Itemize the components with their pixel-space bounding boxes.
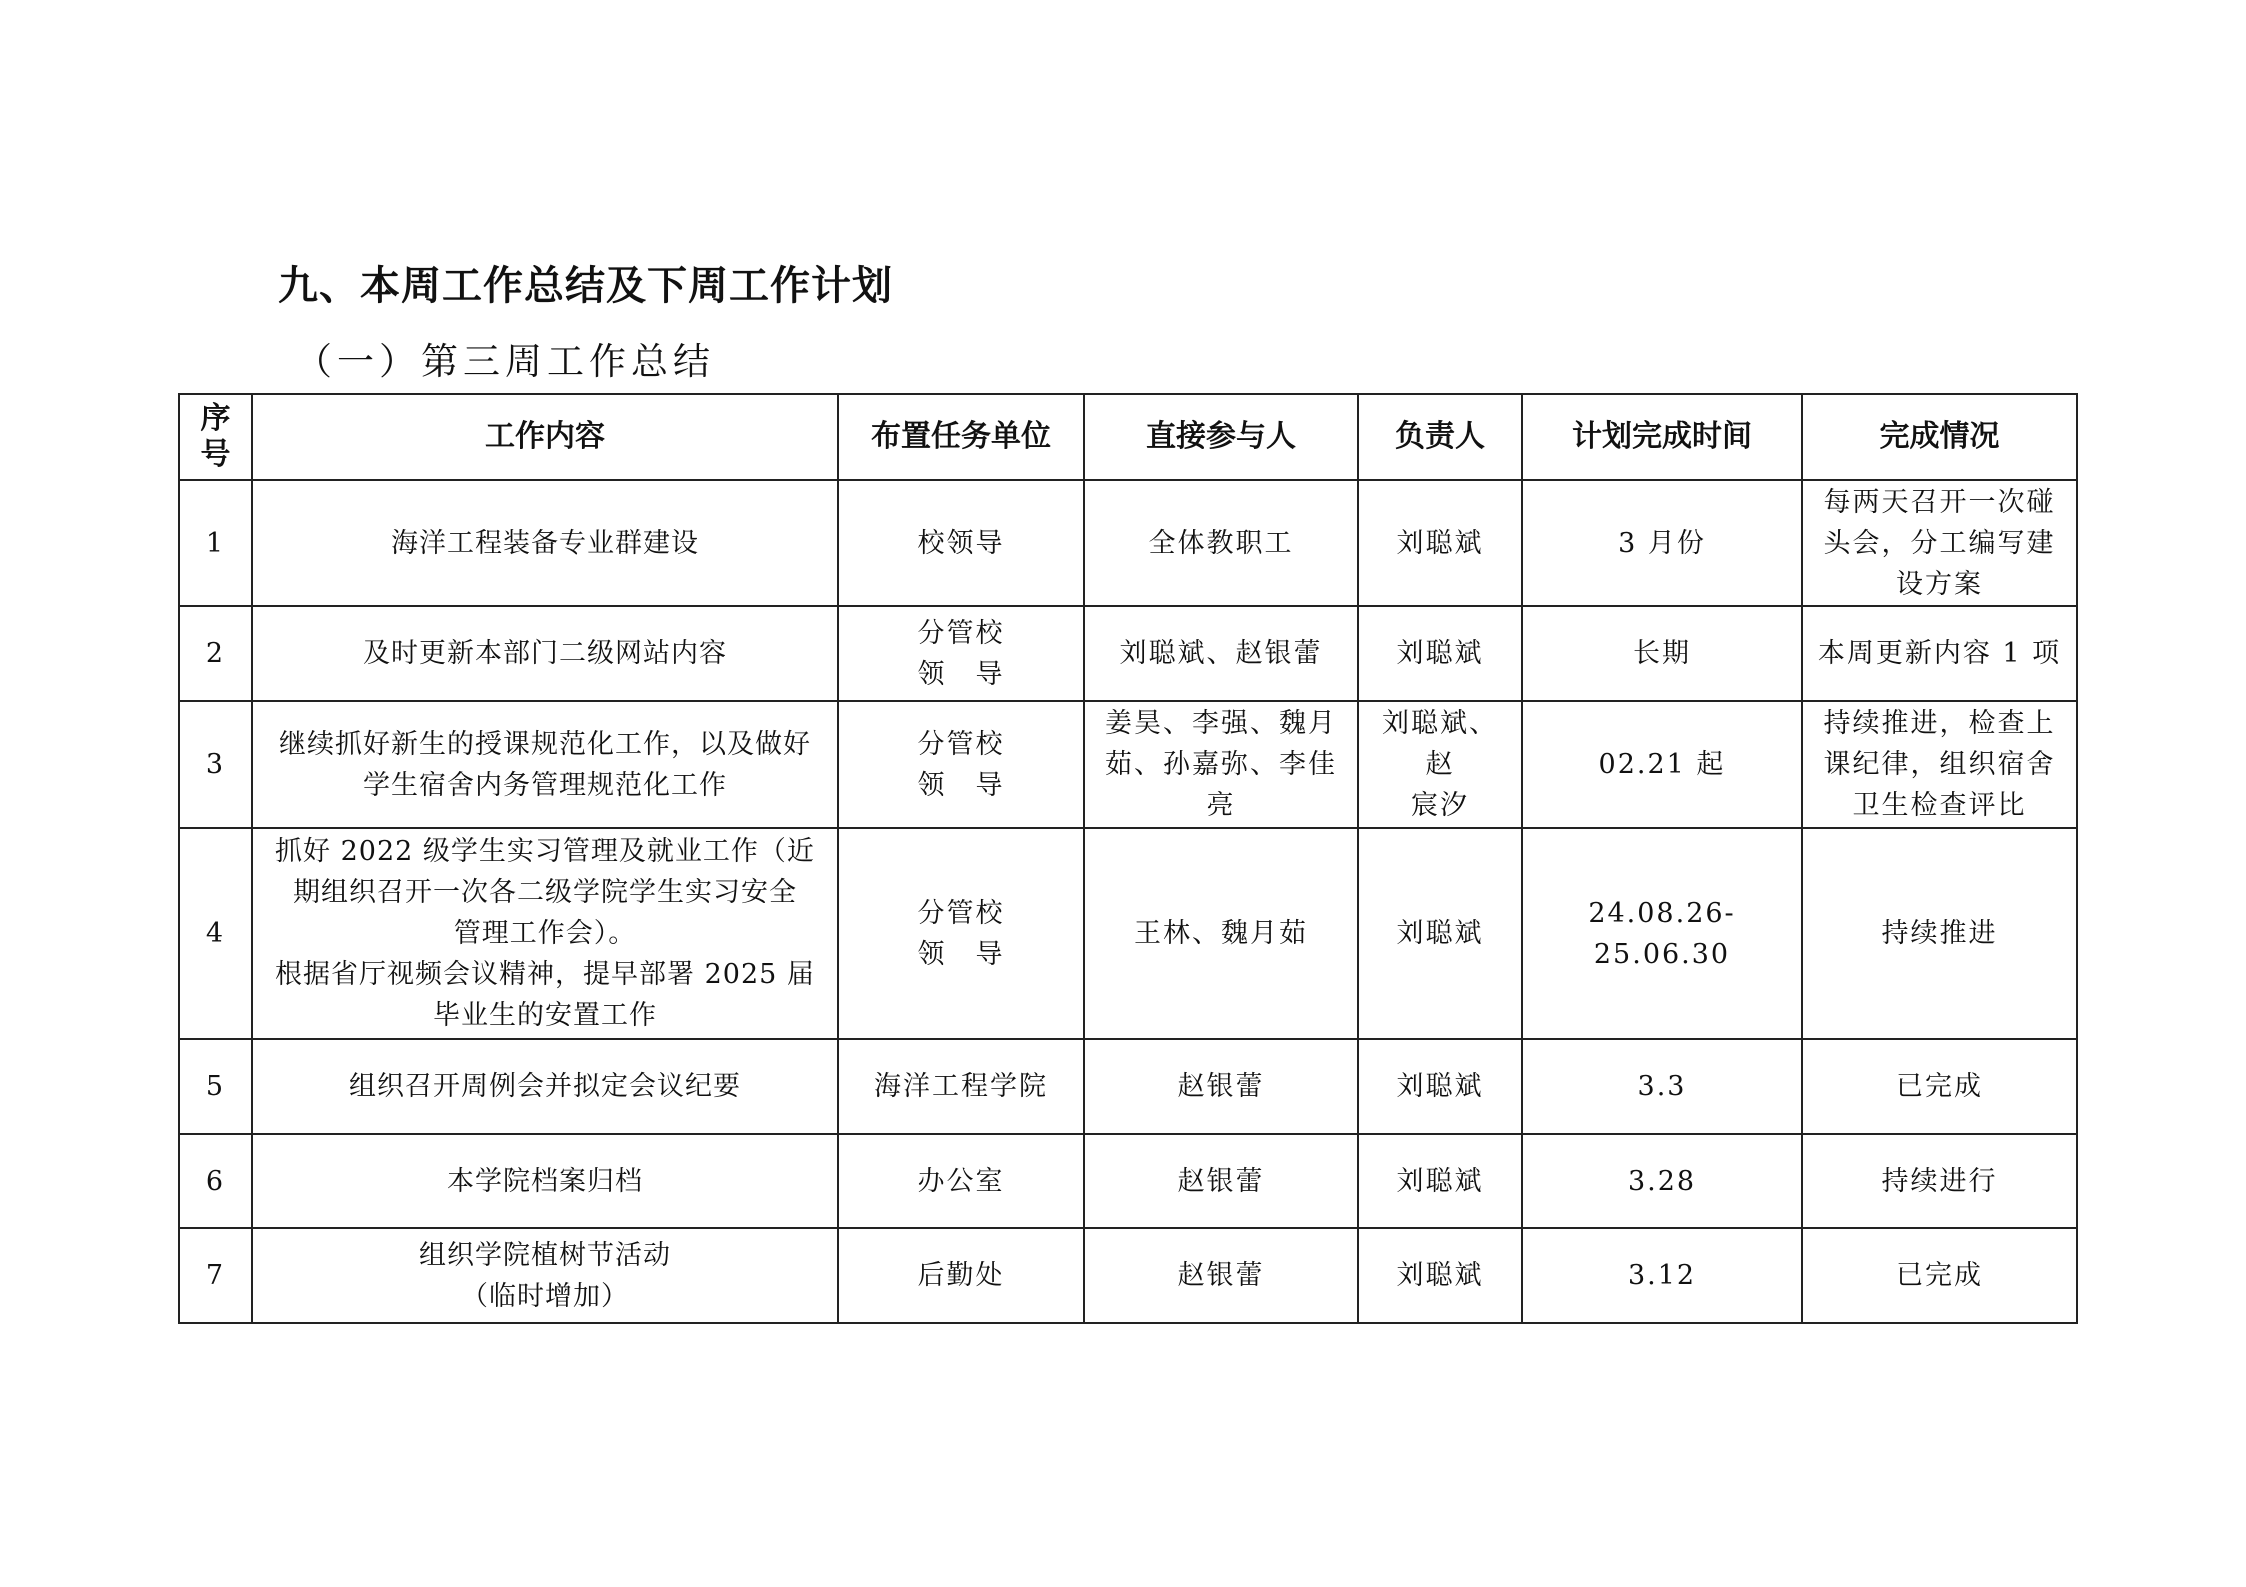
cell-participants: 全体教职工	[1084, 480, 1358, 606]
table-row	[179, 606, 2077, 701]
header-content: 工作内容	[252, 394, 838, 480]
cell-assigner: 海洋工程学院	[838, 1039, 1084, 1134]
cell-seq: 2	[179, 606, 252, 701]
table-row	[179, 1228, 2077, 1323]
cell-assigner: 分管校 领 导	[838, 701, 1084, 828]
cell-participants: 王林、魏月茹	[1084, 828, 1358, 1039]
cell-status: 持续推进	[1802, 828, 2077, 1039]
cell-owner: 刘聪斌	[1358, 480, 1522, 606]
cell-seq: 5	[179, 1039, 252, 1134]
header-status: 完成情况	[1802, 394, 2077, 480]
table-row	[179, 1039, 2077, 1134]
section-title: 九、本周工作总结及下周工作计划	[278, 263, 893, 309]
cell-owner: 刘聪斌	[1358, 1134, 1522, 1228]
table-header-row	[179, 394, 2077, 480]
header-participants: 直接参与人	[1084, 394, 1358, 480]
cell-seq: 3	[179, 701, 252, 828]
table-row	[179, 701, 2077, 828]
header-assigner: 布置任务单位	[838, 394, 1084, 480]
cell-status: 持续推进，检查上 课纪律，组织宿舍 卫生检查评比	[1802, 701, 2077, 828]
cell-participants: 赵银蕾	[1084, 1134, 1358, 1228]
cell-content: 本学院档案归档	[252, 1134, 838, 1228]
cell-status: 每两天召开一次碰 头会，分工编写建 设方案	[1802, 480, 2077, 606]
cell-assigner: 办公室	[838, 1134, 1084, 1228]
header-seq: 序 号	[179, 394, 252, 480]
cell-deadline: 3 月份	[1522, 480, 1802, 606]
subsection-title: （一）第三周工作总结	[295, 340, 715, 383]
table-row	[179, 828, 2077, 1039]
cell-deadline: 24.08.26-25.06.30	[1522, 828, 1802, 1039]
cell-content: 及时更新本部门二级网站内容	[252, 606, 838, 701]
cell-owner: 刘聪斌	[1358, 1228, 1522, 1323]
cell-owner: 刘聪斌	[1358, 606, 1522, 701]
cell-owner: 刘聪斌、赵 宸汐	[1358, 701, 1522, 828]
cell-status: 持续进行	[1802, 1134, 2077, 1228]
cell-owner: 刘聪斌	[1358, 1039, 1522, 1134]
table-row	[179, 480, 2077, 606]
cell-seq: 4	[179, 828, 252, 1039]
cell-assigner: 后勤处	[838, 1228, 1084, 1323]
header-owner: 负责人	[1358, 394, 1522, 480]
cell-seq: 1	[179, 480, 252, 606]
cell-owner: 刘聪斌	[1358, 828, 1522, 1039]
cell-participants: 姜昊、李强、魏月 茹、孙嘉弥、李佳 亮	[1084, 701, 1358, 828]
cell-content: 组织召开周例会并拟定会议纪要	[252, 1039, 838, 1134]
cell-deadline: 3.28	[1522, 1134, 1802, 1228]
cell-participants: 刘聪斌、赵银蕾	[1084, 606, 1358, 701]
cell-content: 组织学院植树节活动 （临时增加）	[252, 1228, 838, 1323]
cell-deadline: 3.12	[1522, 1228, 1802, 1323]
cell-content: 抓好 2022 级学生实习管理及就业工作（近 期组织召开一次各二级学院学生实习安全 管理工作会）。 根据省厅视频会议精神，提早部署 2025 届 毕业生的安置工作	[252, 828, 838, 1039]
cell-content: 海洋工程装备专业群建设	[252, 480, 838, 606]
cell-seq: 6	[179, 1134, 252, 1228]
cell-deadline: 3.3	[1522, 1039, 1802, 1134]
cell-content: 继续抓好新生的授课规范化工作，以及做好 学生宿舍内务管理规范化工作	[252, 701, 838, 828]
cell-participants: 赵银蕾	[1084, 1039, 1358, 1134]
cell-assigner: 分管校 领 导	[838, 606, 1084, 701]
cell-deadline: 长期	[1522, 606, 1802, 701]
work-summary-table	[178, 393, 2078, 1324]
cell-status: 已完成	[1802, 1228, 2077, 1323]
header-deadline: 计划完成时间	[1522, 394, 1802, 480]
table-row	[179, 1134, 2077, 1228]
cell-status: 本周更新内容 1 项	[1802, 606, 2077, 701]
cell-seq: 7	[179, 1228, 252, 1323]
cell-assigner: 分管校 领 导	[838, 828, 1084, 1039]
cell-participants: 赵银蕾	[1084, 1228, 1358, 1323]
cell-status: 已完成	[1802, 1039, 2077, 1134]
cell-deadline: 02.21 起	[1522, 701, 1802, 828]
cell-assigner: 校领导	[838, 480, 1084, 606]
